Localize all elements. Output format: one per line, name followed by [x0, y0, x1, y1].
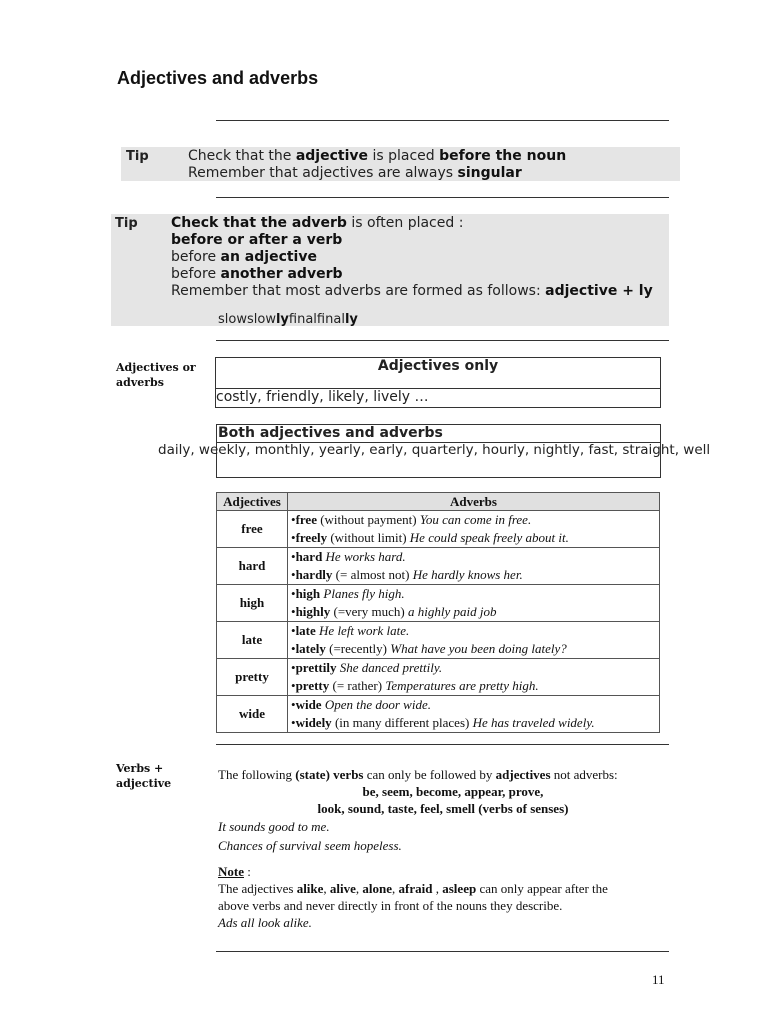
tip-label: Tip: [115, 216, 138, 231]
adverb-example: slowslowlyfinalfinally: [218, 312, 358, 327]
tip-line: before another adverb: [171, 266, 343, 282]
tip-box-adverb: [111, 214, 669, 326]
adjective-cell: high: [217, 585, 288, 622]
adjectives-only-box: [215, 357, 661, 408]
divider: [216, 197, 669, 198]
both-header: Both adjectives and adverbs: [217, 425, 660, 443]
verbs-intro: The following (state) verbs can only be followed by adjectives not adverbs:: [218, 767, 618, 782]
adjective-cell: hard: [217, 548, 288, 585]
adverb-cell: •wide Open the door wide. •widely (in many different places) He has traveled widely.: [288, 696, 660, 733]
adverb-cell: •prettily She danced prettily. •pretty (= rather) Temperatures are pretty high.: [288, 659, 660, 696]
divider: [216, 951, 669, 952]
adverb-cell: •hard He works hard. •hardly (= almost not) He hardly knows her.: [288, 548, 660, 585]
table-row: [217, 511, 660, 548]
note-heading: Note :: [218, 864, 251, 879]
table-header-adjectives: Adjectives: [217, 493, 288, 511]
verb-list: look, sound, taste, feel, smell (verbs of senses): [317, 801, 569, 816]
both-words: daily, weekly, monthly, yearly, early, quarterly, hourly, nightly, fast, straight, well: [158, 442, 711, 458]
adverb-cell: •late He left work late. •lately (=recently) What have you been doing lately?: [288, 622, 660, 659]
divider: [216, 340, 669, 341]
divider: [216, 120, 669, 121]
example-sentence: Chances of survival seem hopeless.: [218, 838, 402, 853]
table-row: [217, 585, 660, 622]
verbs-section: [218, 766, 668, 931]
note-text: The adjectives alike, alive, alone, afraid , asleep can only appear after the: [218, 881, 608, 896]
verb-list: be, seem, become, appear, prove,: [362, 784, 544, 799]
table-row: [217, 548, 660, 585]
tip-line: Remember that adjectives are always singular: [188, 165, 522, 181]
table-header-adverbs: Adverbs: [288, 493, 660, 511]
tip-line: before an adjective: [171, 249, 317, 265]
divider: [216, 744, 669, 745]
tip-line: Check that the adverb is often placed :: [171, 215, 464, 231]
table-row: [217, 622, 660, 659]
tip-line: before or after a verb: [171, 232, 343, 248]
page-number: 11: [652, 972, 665, 987]
adjective-cell: wide: [217, 696, 288, 733]
adjective-cell: late: [217, 622, 288, 659]
note-text: above verbs and never directly in front of the nouns they describe.: [218, 898, 563, 913]
page-title: Adjectives and adverbs: [117, 68, 319, 88]
section-label-verbs-adjective: Verbs + adjective: [116, 762, 172, 790]
example-sentence: It sounds good to me.: [218, 819, 330, 834]
tip-box-adjective: [121, 147, 680, 181]
adjective-cell: free: [217, 511, 288, 548]
adjective-adverb-table: [216, 492, 660, 733]
tip-line: Check that the adjective is placed before the noun: [188, 148, 567, 164]
tip-line: Remember that most adverbs are formed as follows: adjective + ly: [171, 283, 653, 299]
example-sentence: Ads all look alike.: [218, 915, 312, 930]
table-row: [217, 659, 660, 696]
adverb-cell: •high Planes fly high. •highly (=very much) a highly paid job: [288, 585, 660, 622]
section-label-adjectives-or-adverbs: Adjectives or adverbs: [116, 361, 196, 389]
tip-label: Tip: [126, 149, 149, 164]
adjectives-only-header: Adjectives only: [216, 358, 660, 389]
adjective-cell: pretty: [217, 659, 288, 696]
adjectives-only-words: costly, friendly, likely, lively …: [216, 389, 429, 405]
table-row: [217, 696, 660, 733]
adverb-cell: •free (without payment) You can come in free. •freely (without limit) He could speak freely about it.: [288, 511, 660, 548]
